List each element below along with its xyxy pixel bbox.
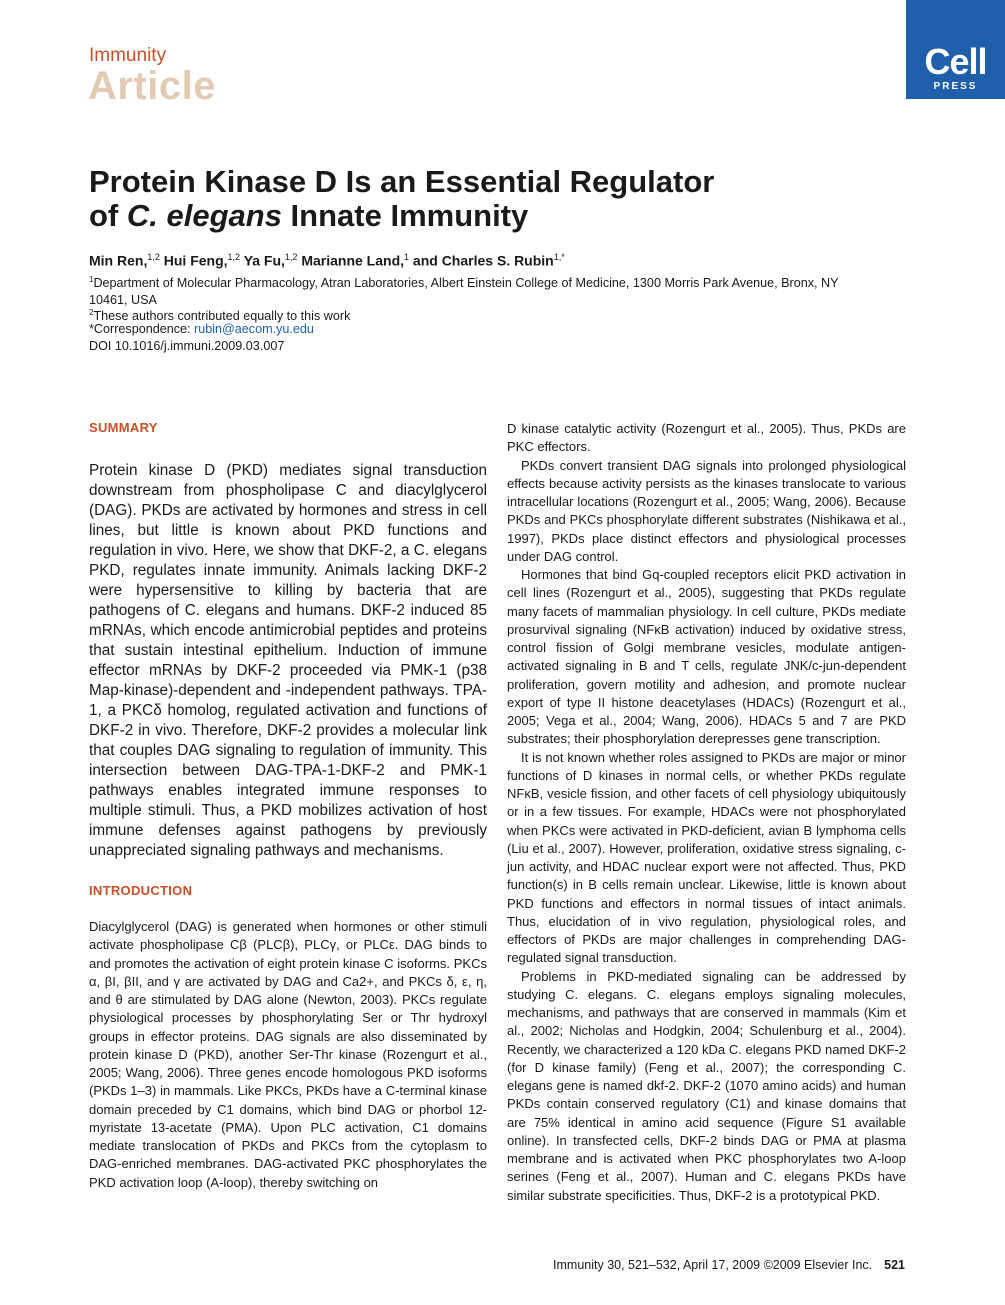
author-sup: 1,2 — [227, 252, 241, 262]
logo-sub: PRESS — [933, 81, 978, 92]
author: and Charles S. Rubin — [412, 252, 554, 269]
affiliation — [89, 272, 879, 308]
title-line-1: Protein Kinase D Is an Essential Regulator — [89, 164, 715, 199]
paragraph: Problems in PKD-mediated signaling can be addressed by studying C. elegans. C. elegans employs signaling molecules, mechanisms, and pathways that are conserved in mammals (Kim et al., 2002; Nicholas and Hodgkin, 2004; Schulenburg et al., 2004). Recently, we characterized a 120 kDa C. elegans PKD named DKF-2 (for D kinase family) (Feng et al., 2007); the corresponding C. elegans gene is named dkf-2. DKF-2 (1070 amino acids) and human PKDs contain conserved regulatory (C1) and kinase domains that are 75% identical in amino acid sequence (Figure S1 available online). In transfected cells, DKF-2 binds DAG or PMA at plasma membrane and is activated when PKC phosphorylates two A-loop serines (Feng et al., 2007). Human and C. elegans PKDs have similar substrate specificities. Thus, DKF-2 is a prototypical PKD. — [507, 968, 906, 1203]
summary-text: Protein kinase D (PKD) mediates signal transduction downstream from phospholipase C and diacylglycerol (DAG). PKDs are activated by hormones and stress in cell lines, but little is known about PKD functions and regulation in vivo. Here, we show that DKF-2, a C. elegans PKD, regulates innate immunity. Animals lacking DKF-2 were hypersensitive to killing by bacteria that are pathogens of C. elegans and humans. DKF-2 induced 85 mRNAs, which encode antimicrobial peptides and proteins that sustain intestinal epithelium. Induction of immune effector mRNAs by DKF-2 proceeded via PMK-1 (p38 Map-kinase)-dependent and -independent pathways. TPA-1, a PKCδ homolog, regulated activation and functions of DKF-2 in vivo. Therefore, DKF-2 provides a molecular link that couples DAG signaling to regulation of immunity. This intersection between DAG-TPA-1-DKF-2 and PMK-1 pathways enables integrated immune responses to multiple stimuli. Thus, a PKD mobilizes activation of host immune defenses against pathogens by previously unappreciated signaling pathways and mechanisms. — [89, 462, 487, 859]
doi: DOI 10.1016/j.immuni.2009.03.007 — [89, 339, 285, 353]
right-column — [507, 420, 906, 1205]
paragraph: Hormones that bind Gq-coupled receptors elicit PKD activation in cell lines (Rozengurt et al., 2005), suggesting that PKDs regulate many facets of mammalian physiology. In cell culture, PKDs mediate prosurvival signaling (NFκB activation) induced by oxidative stress, control fission of Golgi membrane vesicles, modulate antigen-activated signaling in B and T cells, regulate JNK/c-jun-dependent proliferation, govern motility and adhesion, and promote nuclear export of type II histone deacetylases (HDACs) (Rozengurt et al., 2005; Vega et al., 2004; Wang, 2006). HDACs 5 and 7 are PKD substrates; their phosphorylation derepresses gene transcription. — [507, 567, 906, 747]
article-type: Article — [88, 64, 216, 108]
author-list — [89, 252, 565, 269]
journal-name: Immunity — [89, 45, 167, 66]
correspondence-label: *Correspondence: — [89, 322, 195, 336]
author: Marianne Land, — [301, 252, 405, 269]
left-column — [89, 420, 487, 1192]
paragraph: PKDs convert transient DAG signals into prolonged physiological effects because activity persists as the kinases translocate to various intracellular locations (Rozengurt et al., 2005; Wang, 2006). Because PKDs and PKCs phosphorylate different substrates (Nishikawa et al., 1997), PKDs place distinct effectors and physiological processes under DAG control. — [507, 457, 906, 564]
author: Hui Feng, — [163, 252, 228, 269]
page-number: 521 — [884, 1258, 905, 1272]
author-sup: 1,* — [553, 252, 565, 262]
logo-name: Cell — [924, 41, 987, 82]
author-sup: 1,2 — [147, 252, 160, 262]
page-footer — [553, 1258, 905, 1272]
affil-text: These authors contributed equally to this work — [93, 309, 351, 324]
author: Min Ren, — [89, 252, 148, 269]
paragraph: It is not known whether roles assigned to PKDs are major or minor functions of D kinases in normal cells, or whether PKDs regulate NFκB, vesicle fission, and other facets of cell physiology ubiquitously or in a few tissues. For example, HDACs were not phosphorylated when PKCs were activated in PKD-deficient, avian B lymphoma cells (Liu et al., 2007). However, proliferation, oxidative stress signaling, c-jun activity, and HDAC nuclear export were not affected. Thus, PKD function(s) in B cells remain unclear. Likewise, little is known about PKD functions and effectors in normal tissues of intact animals. Thus, elucidation of in vivo regulation, physiological roles, and effectors of PKDs are major challenges in comprehending DAG-regulated signal transduction. — [507, 749, 906, 966]
author: Ya Fu, — [243, 252, 285, 269]
affil-text: Department of Molecular Pharmacology, Atran Laboratories, Albert Einstein College of Medicine, 1300 Morris Park Avenue, Bronx, NY 10461, USA — [89, 276, 839, 307]
correspondence — [89, 321, 879, 338]
title-line-2-italic: C. elegans — [126, 198, 282, 233]
footer-citation: Immunity 30, 521–532, April 17, 2009 ©2009 Elsevier Inc. — [553, 1258, 873, 1272]
author-sup: 1 — [404, 252, 410, 262]
email-link[interactable]: rubin@aecom.yu.edu — [194, 322, 314, 336]
title-line-2-post: Innate Immunity — [281, 198, 529, 233]
title-line-2-pre: of — [89, 198, 127, 233]
intro-paragraph-1: Diacylglycerol (DAG) is generated when hormones or other stimuli activate phospholipase Cβ (PLCβ), PLCγ, or PLCε. DAG binds to and promotes the activation of eight protein kinase C isoforms. PKCs α, βI, βII, and γ are activated by DAG and Ca2+, and PKCs δ, ε, η, and θ are stimulated by DAG alone (Newton, 2003). PKCs regulate physiological processes by phosphorylating Ser or Thr hydroxyl groups in effector proteins. DAG signals are also disseminated by protein kinase D (PKD), another Ser-Thr kinase (Rozengurt et al., 2005; Wang, 2006). Three genes encode homologous PKD isoforms (PKDs 1–3) in mammals. Like PKCs, PKDs have a C-terminal kinase domain preceded by C1 domains, which bind DAG or phorbol 12-myristate 13-acetate (PMA). Upon PLC activation, C1 domains mediate translocation of PKDs and PKCs from the cytoplasm to DAG-enriched membranes. DAG-activated PKC phosphorylates the PKD activation loop (A-loop), thereby switching on — [89, 919, 487, 1190]
cell-press-logo — [906, 0, 1005, 99]
article-title — [89, 165, 849, 233]
affil-sup: 1 — [89, 275, 94, 284]
affil-sup: 2 — [89, 308, 94, 317]
introduction-heading: INTRODUCTION — [89, 883, 193, 898]
summary-heading: SUMMARY — [89, 420, 158, 435]
author-sup: 1,2 — [284, 252, 298, 262]
paragraph-continued: D kinase catalytic activity (Rozengurt et al., 2005). Thus, PKDs are PKC effectors. — [507, 421, 906, 455]
